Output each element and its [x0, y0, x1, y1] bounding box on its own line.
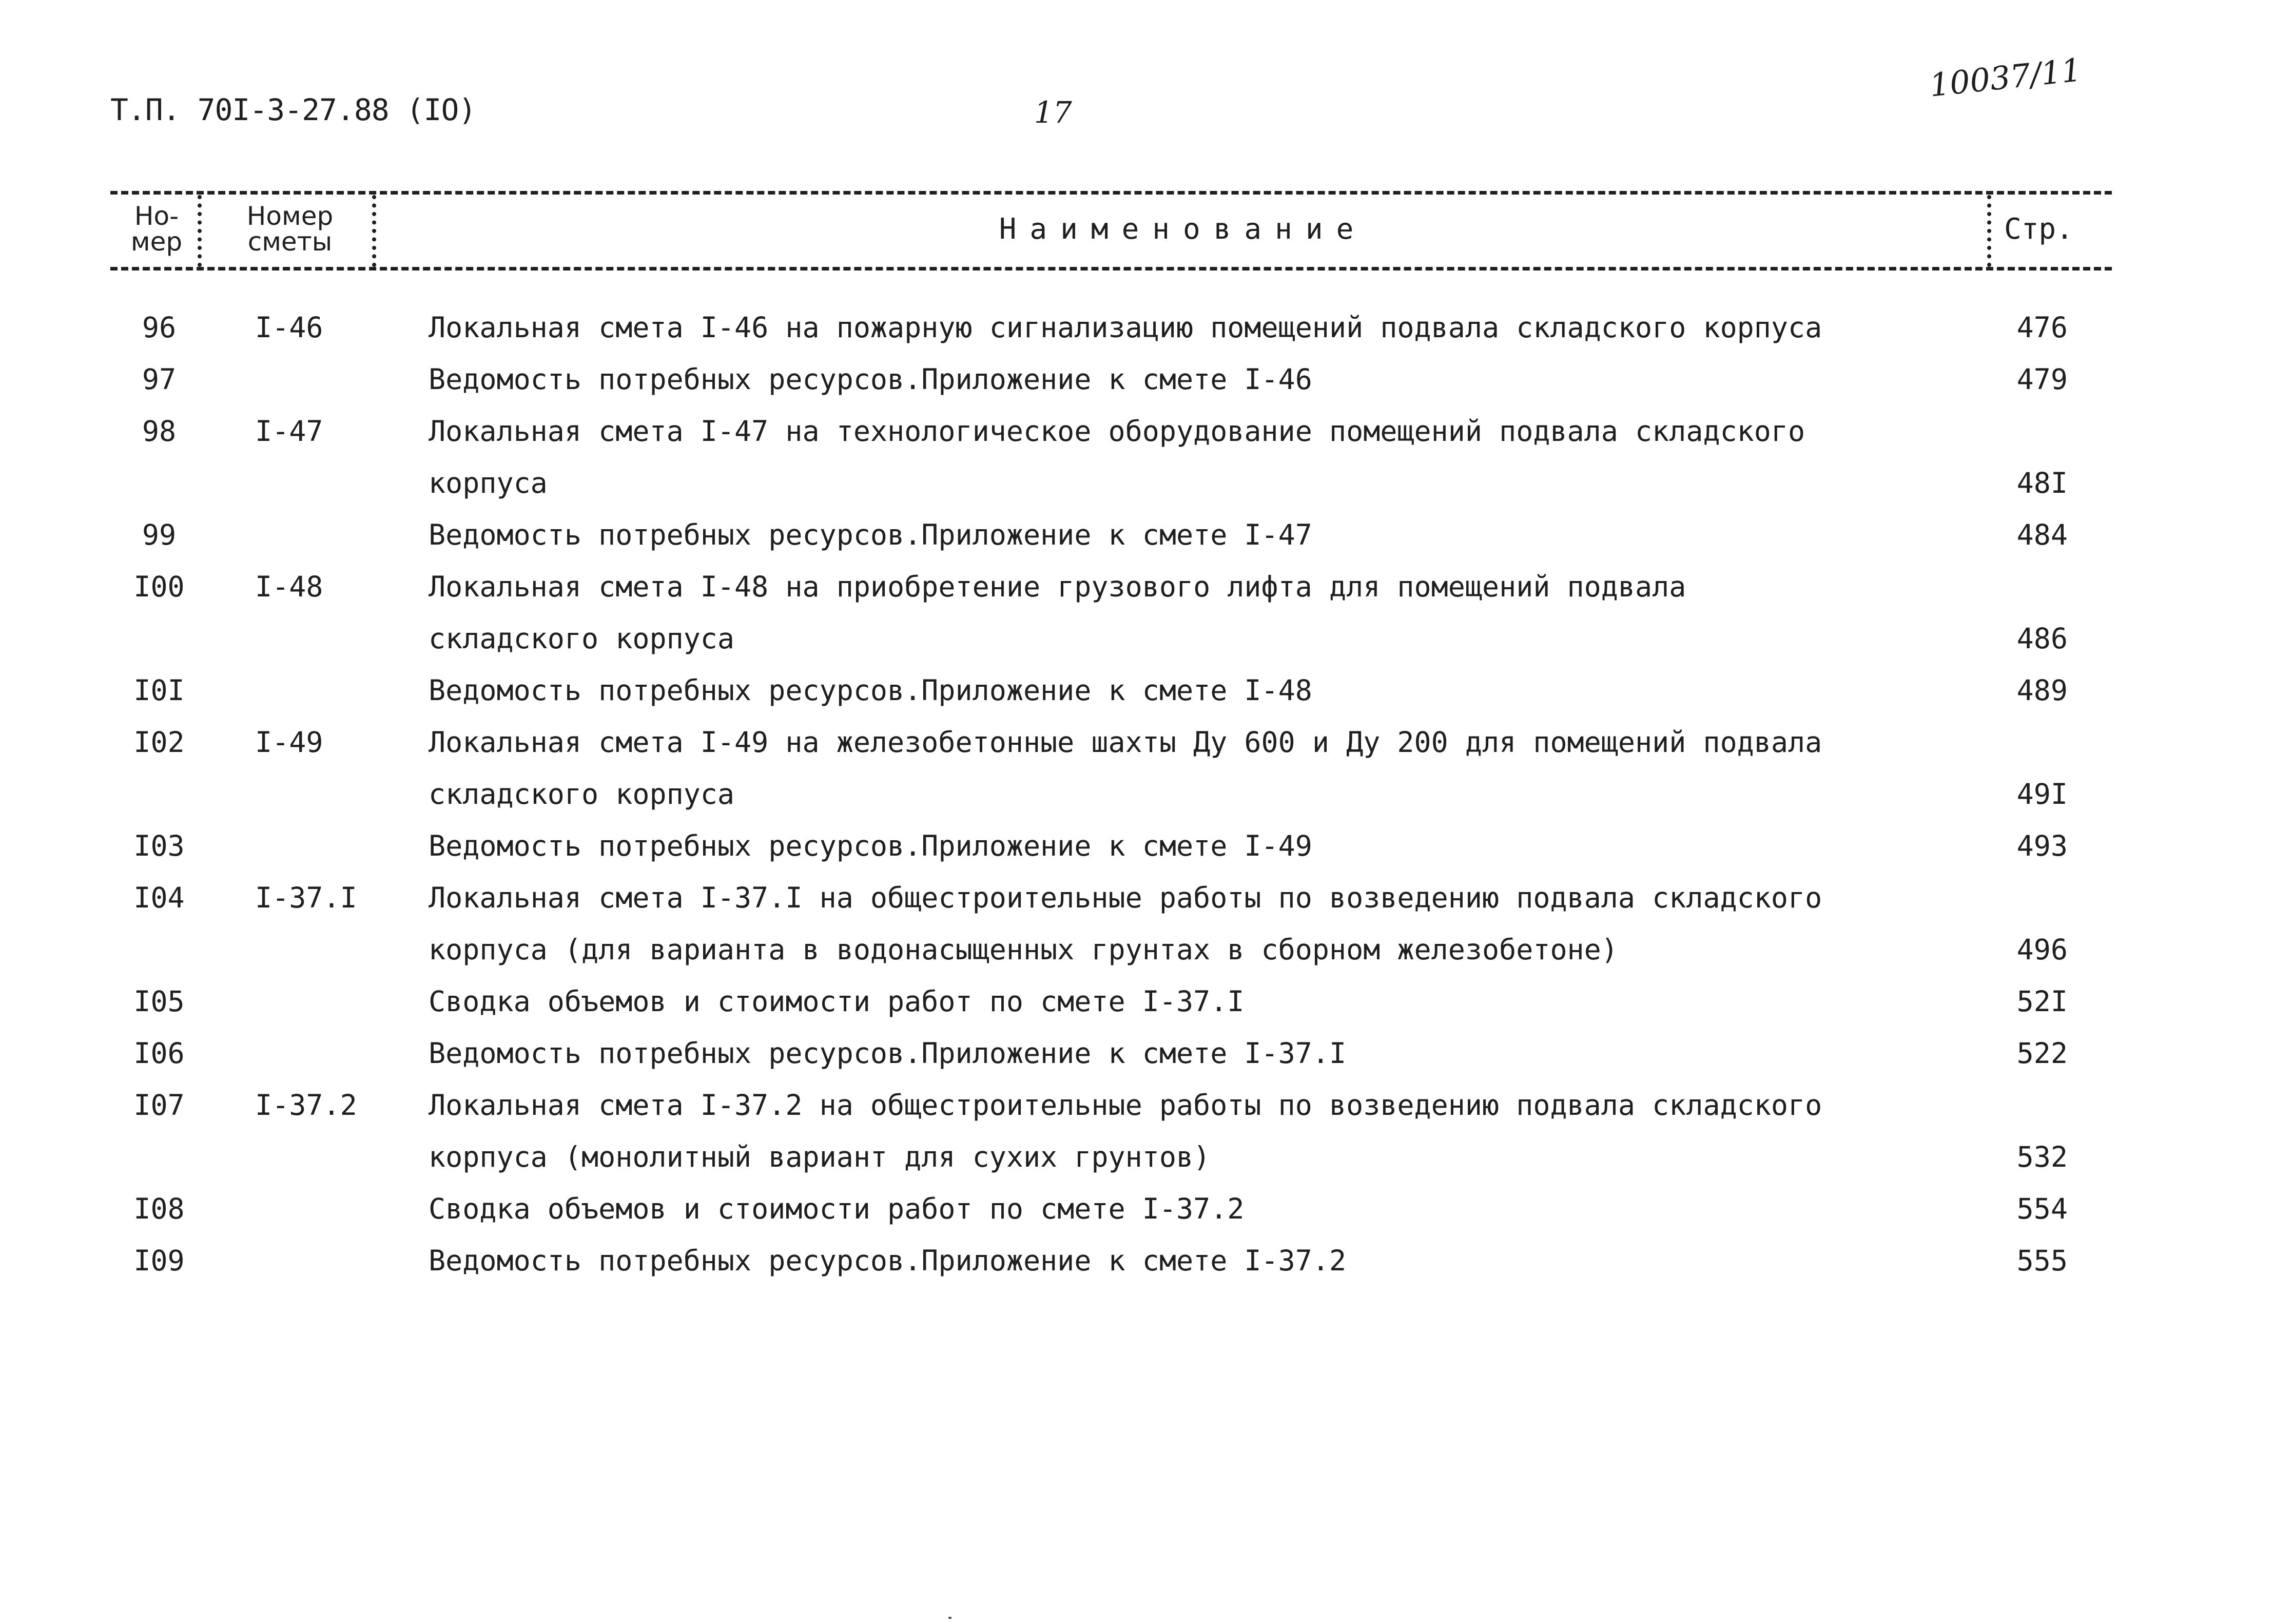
page-number: 17 [1034, 95, 1072, 130]
table-row [0, 665, 2273, 717]
table-row [0, 976, 2273, 1028]
row-estimate: I-47 [255, 415, 323, 448]
row-name: Сводка объемов и стоимости работ по смете I-37.2 [429, 1192, 1245, 1225]
row-number: I05 [133, 985, 185, 1018]
row-page: 522 [2016, 1037, 2068, 1070]
column-header-number-line1: Но- [134, 201, 179, 231]
table-row [0, 1028, 2273, 1079]
row-name: Локальная смета I-46 на пожарную сигнализацию помещений подвала складского корпуса [429, 311, 1822, 344]
table-row [0, 302, 2273, 354]
row-number: I0I [133, 674, 185, 707]
column-header-estimate-line1: Номер [246, 201, 334, 231]
column-header-estimate-line2: сметы [247, 227, 333, 257]
row-page: 554 [2016, 1192, 2068, 1225]
column-header-name: Наименование [999, 212, 1367, 246]
row-page: 486 [2016, 622, 2068, 655]
inventory-number: 10037/11 [1928, 51, 2084, 104]
row-page: 49I [2016, 778, 2068, 810]
table-row [0, 872, 2273, 976]
row-estimate: I-48 [255, 570, 323, 603]
row-number: 97 [142, 363, 177, 396]
document-code: Т.П. 70I-3-27.88 (IO) [110, 92, 476, 127]
table-row [0, 717, 2273, 820]
row-page: 555 [2016, 1244, 2068, 1277]
row-page: 489 [2016, 674, 2068, 707]
row-page: 496 [2016, 933, 2068, 966]
row-name: Локальная смета I-48 на приобретение грузового лифта для помещений подвала складского корпуса [429, 570, 1703, 655]
column-header-estimate [213, 203, 367, 255]
row-page: 48I [2016, 467, 2068, 499]
row-number: I07 [133, 1089, 185, 1122]
header-bottom-rule [110, 267, 2112, 270]
column-header-number [121, 203, 192, 255]
row-number: 98 [142, 415, 177, 448]
row-name: Локальная смета I-49 на железобетонные шахты Ду 600 и Ду 200 для помещений подвала складского корпуса [429, 726, 1839, 810]
header-separator [1987, 195, 1991, 267]
row-name: Ведомость потребных ресурсов.Приложение к смете I-48 [429, 674, 1312, 707]
row-number: I08 [133, 1192, 185, 1225]
header-top-rule [110, 191, 2112, 195]
table-row [0, 1235, 2273, 1287]
table-header [110, 191, 2112, 270]
table-row [0, 820, 2273, 872]
row-name: Локальная смета I-37.I на общестроительные работы по возведению подвала складского корпуса (для варианта в водонасыщенных грунтах в сборном железобетоне) [429, 881, 1839, 966]
table-row [0, 354, 2273, 405]
row-number: I02 [133, 726, 185, 759]
row-name: Ведомость потребных ресурсов.Приложение к смете I-37.2 [429, 1244, 1347, 1277]
row-page: 476 [2016, 311, 2068, 344]
row-number: I00 [133, 570, 185, 603]
table-row [0, 561, 2273, 665]
row-name: Ведомость потребных ресурсов.Приложение к смете I-47 [429, 518, 1312, 551]
row-name: Ведомость потребных ресурсов.Приложение к смете I-37.I [429, 1037, 1347, 1070]
row-page: 484 [2016, 518, 2068, 551]
row-number: 99 [142, 518, 177, 551]
table-row [0, 509, 2273, 561]
row-page: 52I [2016, 985, 2068, 1018]
table-row [0, 1183, 2273, 1235]
scan-speck [948, 1617, 951, 1619]
row-estimate: I-37.2 [255, 1089, 357, 1122]
row-estimate: I-49 [255, 726, 323, 759]
column-header-page: Стр. [2004, 212, 2073, 246]
table-body [0, 302, 2273, 1287]
row-name: Сводка объемов и стоимости работ по смете I-37.I [429, 985, 1245, 1018]
row-estimate: I-37.I [255, 881, 357, 914]
header-separator [372, 195, 376, 267]
row-estimate: I-46 [255, 311, 323, 344]
row-number: I04 [133, 881, 185, 914]
row-page: 493 [2016, 829, 2068, 862]
row-page: 532 [2016, 1140, 2068, 1173]
row-number: I09 [133, 1244, 185, 1277]
table-row [0, 1079, 2273, 1183]
row-name: Локальная смета I-47 на технологическое оборудование помещений подвала складского корпуса [429, 415, 1822, 499]
row-page: 479 [2016, 363, 2068, 396]
row-name: Локальная смета I-37.2 на общестроительные работы по возведению подвала складского корпуса (монолитный вариант для сухих грунтов) [429, 1089, 1839, 1173]
row-name: Ведомость потребных ресурсов.Приложение к смете I-46 [429, 363, 1312, 396]
table-row [0, 405, 2273, 509]
row-number: 96 [142, 311, 177, 344]
column-header-number-line2: мер [130, 227, 183, 257]
row-name: Ведомость потребных ресурсов.Приложение к смете I-49 [429, 829, 1312, 862]
row-number: I06 [133, 1037, 185, 1070]
header-separator [198, 195, 202, 267]
row-number: I03 [133, 829, 185, 862]
